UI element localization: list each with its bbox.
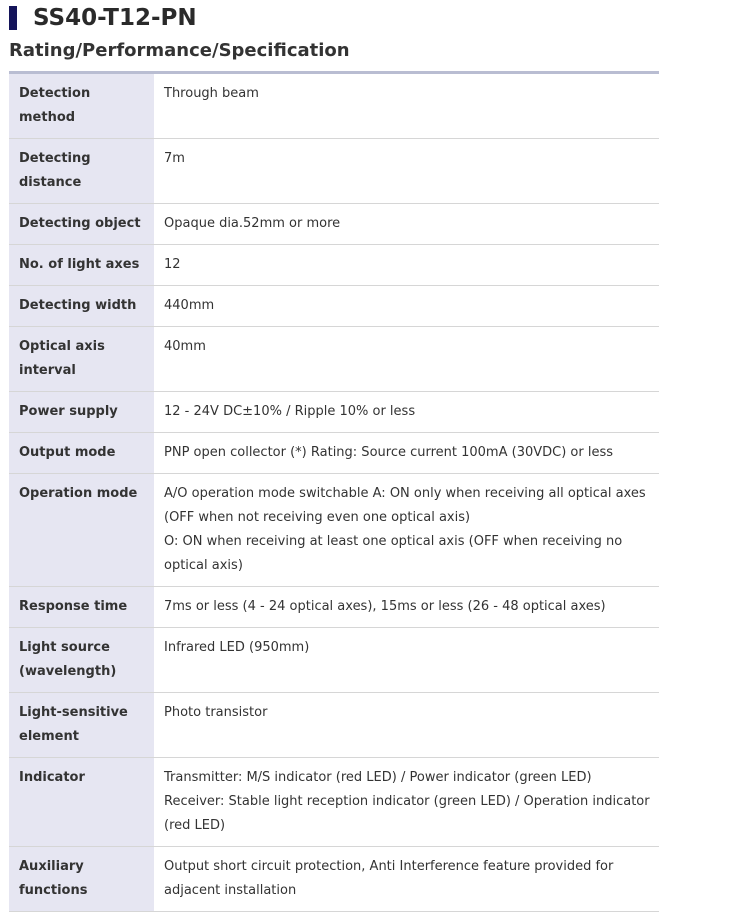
spec-label bbox=[9, 693, 154, 758]
spec-value-line: 40mm bbox=[164, 339, 206, 354]
spec-label bbox=[9, 758, 154, 847]
spec-value-line: Receiver: Stable light reception indicator (green LED) / Operation indicator bbox=[164, 794, 650, 809]
title-row bbox=[9, 2, 197, 34]
spec-row bbox=[9, 245, 659, 286]
spec-value bbox=[154, 433, 659, 474]
spec-label-line: Indicator bbox=[19, 770, 85, 785]
spec-value-line: 7m bbox=[164, 151, 185, 166]
spec-value bbox=[154, 587, 659, 628]
spec-value-line: Transmitter: M/S indicator (red LED) / Power indicator (green LED) bbox=[164, 770, 592, 785]
spec-label-line: Power supply bbox=[19, 404, 118, 419]
spec-label-line: element bbox=[19, 729, 79, 744]
spec-label-line: Auxiliary bbox=[19, 859, 84, 874]
spec-label bbox=[9, 327, 154, 392]
spec-value-line: O: ON when receiving at least one optical axis (OFF when receiving no bbox=[164, 534, 623, 549]
page-title: SS40-T12-PN bbox=[33, 5, 197, 31]
spec-table-body bbox=[9, 74, 659, 912]
spec-value bbox=[154, 327, 659, 392]
spec-value-line: optical axis) bbox=[164, 558, 243, 573]
title-accent-bar bbox=[9, 6, 17, 30]
spec-row bbox=[9, 474, 659, 587]
spec-value-line: 440mm bbox=[164, 298, 215, 313]
spec-label-line: Detecting width bbox=[19, 298, 137, 313]
spec-label bbox=[9, 587, 154, 628]
spec-row bbox=[9, 327, 659, 392]
spec-value-line: Opaque dia.52mm or more bbox=[164, 216, 341, 231]
spec-value-line: (red LED) bbox=[164, 818, 226, 833]
spec-value-line: (OFF when not receiving even one optical axis) bbox=[164, 510, 471, 525]
spec-label bbox=[9, 204, 154, 245]
spec-label-line: Detecting bbox=[19, 151, 91, 166]
spec-row bbox=[9, 847, 659, 912]
spec-label bbox=[9, 628, 154, 693]
spec-value bbox=[154, 392, 659, 433]
spec-row bbox=[9, 693, 659, 758]
spec-value-line: Infrared LED (950mm) bbox=[164, 640, 310, 655]
spec-label-line: Light source bbox=[19, 640, 110, 655]
spec-label-line: Output mode bbox=[19, 445, 116, 460]
spec-label bbox=[9, 139, 154, 204]
spec-row bbox=[9, 392, 659, 433]
spec-label-line: Optical axis bbox=[19, 339, 105, 354]
spec-row bbox=[9, 628, 659, 693]
spec-label bbox=[9, 392, 154, 433]
spec-label-line: interval bbox=[19, 363, 76, 378]
spec-value bbox=[154, 474, 659, 587]
spec-label bbox=[9, 474, 154, 587]
spec-row bbox=[9, 758, 659, 847]
spec-row bbox=[9, 433, 659, 474]
spec-label-line: (wavelength) bbox=[19, 664, 117, 679]
spec-value bbox=[154, 628, 659, 693]
spec-value bbox=[154, 204, 659, 245]
spec-value-line: Through beam bbox=[164, 86, 259, 101]
spec-row bbox=[9, 286, 659, 327]
spec-value-line: adjacent installation bbox=[164, 883, 297, 898]
spec-label-line: No. of light axes bbox=[19, 257, 140, 272]
spec-label-line: Detection method bbox=[19, 86, 91, 125]
spec-label-line: Response time bbox=[19, 599, 128, 614]
spec-value-line: PNP open collector (*) Rating: Source current 100mA (30VDC) or less bbox=[164, 445, 614, 460]
spec-value bbox=[154, 693, 659, 758]
spec-row bbox=[9, 74, 659, 139]
spec-value-line: A/O operation mode switchable A: ON only when receiving all optical axes bbox=[164, 486, 646, 501]
spec-row bbox=[9, 587, 659, 628]
spec-label bbox=[9, 245, 154, 286]
spec-label bbox=[9, 286, 154, 327]
spec-value bbox=[154, 74, 659, 139]
spec-row bbox=[9, 204, 659, 245]
spec-value-line: Output short circuit protection, Anti Interference feature provided for bbox=[164, 859, 614, 874]
spec-value-line: Photo transistor bbox=[164, 705, 268, 720]
spec-label bbox=[9, 847, 154, 912]
spec-value bbox=[154, 847, 659, 912]
spec-label-line: distance bbox=[19, 175, 82, 190]
spec-value bbox=[154, 245, 659, 286]
spec-label-line: Detecting object bbox=[19, 216, 141, 231]
spec-label-line: functions bbox=[19, 883, 88, 898]
spec-label bbox=[9, 74, 154, 139]
spec-table bbox=[9, 74, 659, 912]
spec-value bbox=[154, 286, 659, 327]
section-title: Rating/Performance/Specification bbox=[9, 40, 350, 61]
spec-value bbox=[154, 139, 659, 204]
spec-value-line: 7ms or less (4 - 24 optical axes), 15ms or less (26 - 48 optical axes) bbox=[164, 599, 606, 614]
spec-label bbox=[9, 433, 154, 474]
spec-row bbox=[9, 139, 659, 204]
spec-value-line: 12 bbox=[164, 257, 181, 272]
spec-label-line: Light-sensitive bbox=[19, 705, 128, 720]
spec-value bbox=[154, 758, 659, 847]
spec-label-line: Operation mode bbox=[19, 486, 138, 501]
spec-value-line: 12 - 24V DC±10% / Ripple 10% or less bbox=[164, 404, 416, 419]
